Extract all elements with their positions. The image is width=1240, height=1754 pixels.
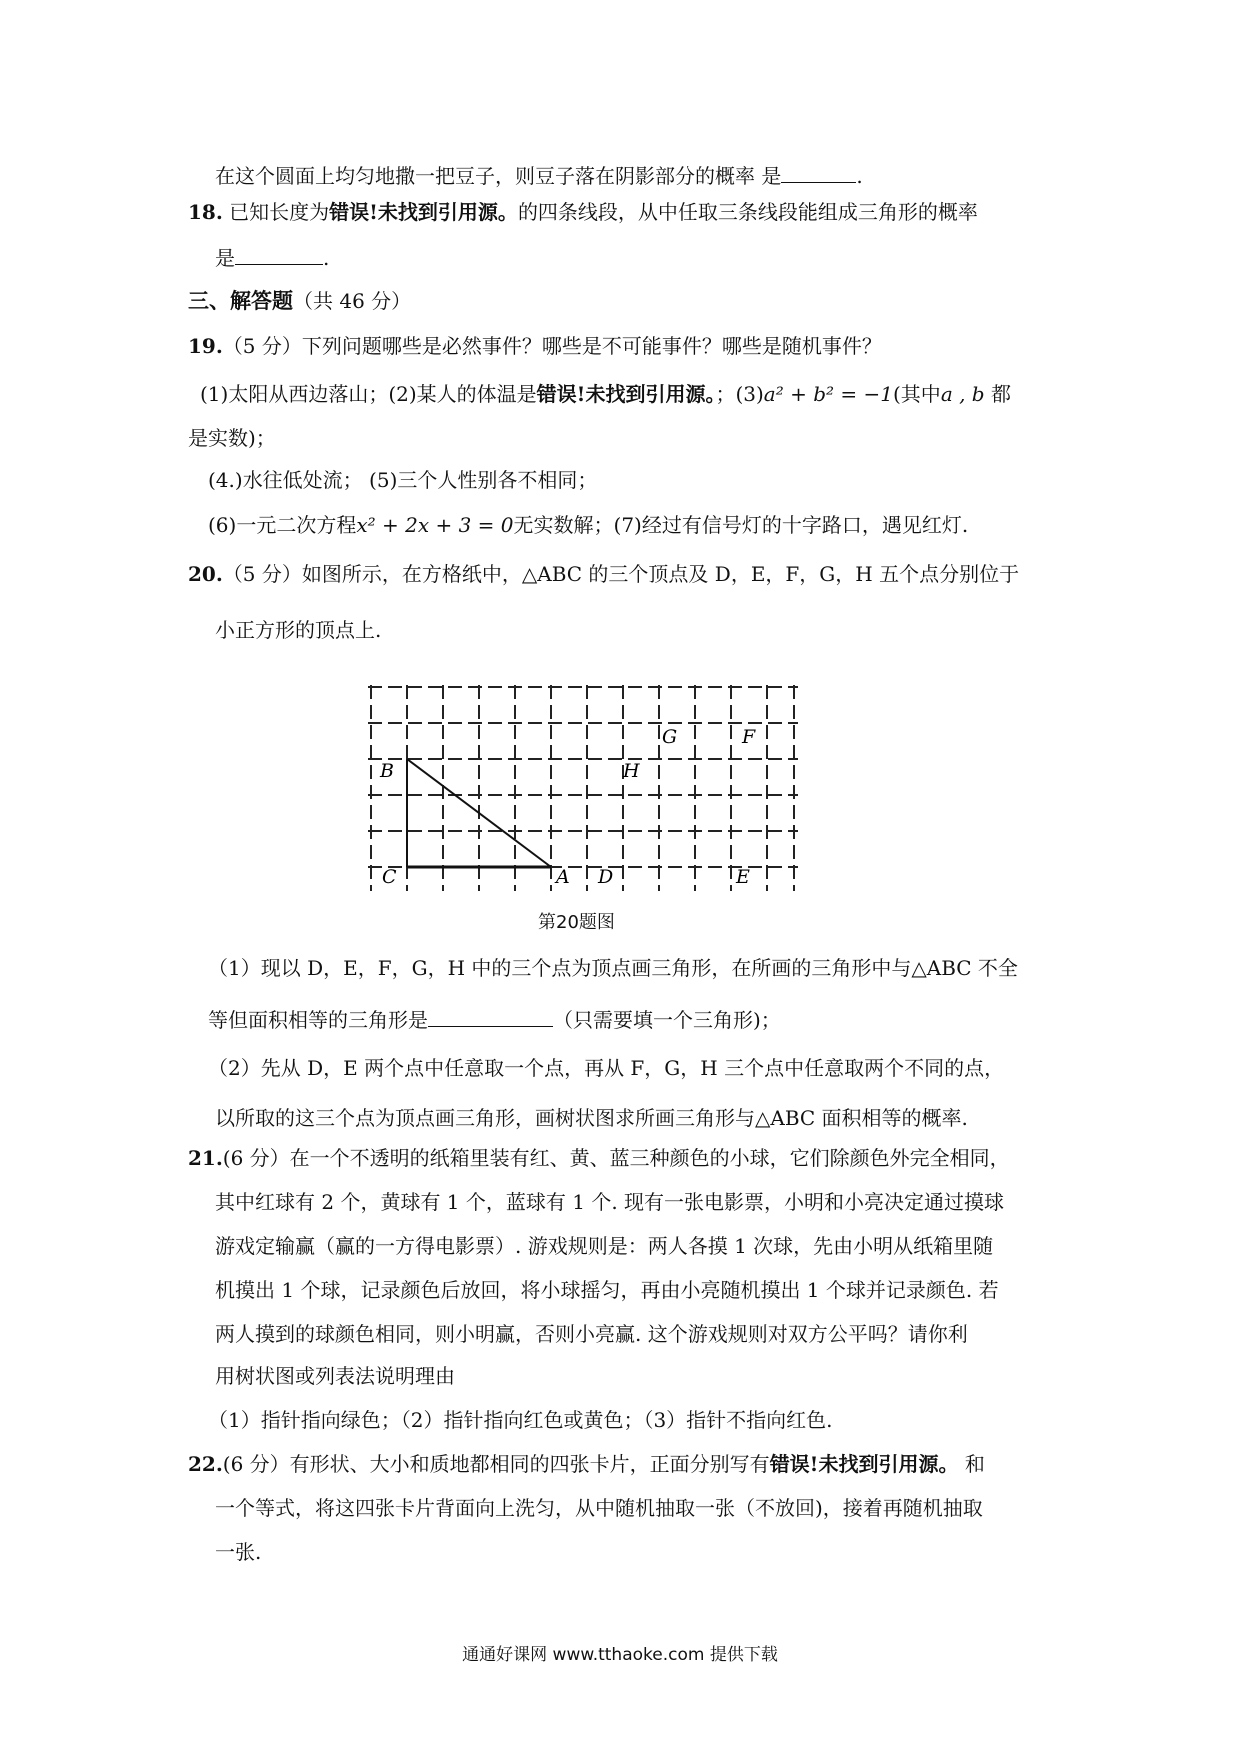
question-number: 18. bbox=[188, 200, 223, 224]
q19-items-4-5: (4.)水往低处流； (5)三个人性别各不相同； bbox=[208, 468, 598, 492]
q22-text-d: 一张. bbox=[215, 1540, 262, 1564]
q21-line2 bbox=[215, 1188, 1004, 1216]
q22-text-c: 一个等式，将这四张卡片背面向上洗匀，从中随机抽取一张（不放回)，接着再随机抽取 bbox=[215, 1496, 983, 1520]
q21-text-c: 游戏定输赢（赢的一方得电影票）. 游戏规则是：两人各摸 1 次球，先由小明从纸箱里随 bbox=[215, 1234, 994, 1258]
q21-text-d: 机摸出 1 个球，记录颜色后放回，将小球摇匀，再由小亮随机摸出 1 个球并记录颜色. 若 bbox=[215, 1278, 999, 1302]
point-h-label: H bbox=[623, 760, 640, 782]
question-number: 19. bbox=[188, 334, 223, 358]
point-e-label: E bbox=[736, 866, 750, 888]
q17-text: 在这个圆面上均匀地撒一把豆子，则豆子落在阴影部分的概率 是 bbox=[215, 164, 782, 188]
equation: x² + 2x + 3 = 0 bbox=[356, 513, 514, 537]
section-heading bbox=[188, 287, 411, 315]
point-c-label: C bbox=[382, 866, 397, 888]
q21-line5 bbox=[215, 1320, 968, 1348]
point-f-label: F bbox=[742, 726, 756, 748]
answer-blank bbox=[428, 1004, 553, 1027]
grid-lines bbox=[368, 685, 798, 891]
question-21 bbox=[188, 1144, 1010, 1172]
q20-part2-text: （2）先从 D，E 两个点中任意取一个点，再从 F，G，H 三个点中任意取两个不同的点， bbox=[208, 1056, 1005, 1080]
q19-line2 bbox=[188, 424, 276, 452]
section-title: 三、解答题 bbox=[188, 289, 293, 313]
figure-caption: 第20题图 bbox=[538, 912, 615, 933]
q18-text-c: 是 bbox=[215, 246, 235, 270]
question-22 bbox=[188, 1450, 985, 1478]
q22-text-a: (6 分）有形状、大小和质地都相同的四张卡片，正面分别写有 bbox=[222, 1452, 770, 1476]
question-20 bbox=[188, 560, 1019, 588]
point-d-label: D bbox=[598, 866, 614, 888]
grid-diagram bbox=[368, 683, 798, 893]
q21-line3 bbox=[215, 1232, 993, 1260]
answer-blank bbox=[235, 242, 323, 265]
equation: a² + b² = −1 bbox=[763, 382, 893, 406]
q20-part2-line2 bbox=[215, 1104, 968, 1132]
q17-continuation bbox=[215, 160, 863, 190]
question-number: 20. bbox=[188, 562, 223, 586]
error-reference: 错误!未找到引用源。 bbox=[536, 382, 716, 406]
q19-item-6-7: 无实数解；(7)经过有信号灯的十字路口，遇见红灯. bbox=[513, 513, 969, 537]
q19-item-1: (1)太阳从西边落山；(2)某人的体温是 bbox=[200, 382, 537, 406]
q20-part1-line2 bbox=[208, 1004, 781, 1034]
q21-text-b: 其中红球有 2 个，黄球有 1 个，蓝球有 1 个. 现有一张电影票，小明和小亮决定通过摸球 bbox=[215, 1190, 1005, 1214]
q20-line2 bbox=[215, 616, 381, 644]
point-a-label: A bbox=[556, 866, 570, 888]
q18-end: . bbox=[323, 246, 330, 270]
q19-item-3-tail: 都 bbox=[984, 382, 1011, 406]
q20-text: （5 分）如图所示，在方格纸中，△ABC 的三个顶点及 D，E，F，G，H 五个点分别位于 bbox=[222, 562, 1020, 586]
q21-text-f: 用树状图或列表法说明理由 bbox=[215, 1364, 455, 1388]
question-18 bbox=[188, 198, 978, 226]
q19-item-3-end: 是实数)； bbox=[188, 426, 276, 450]
variables: a , b bbox=[940, 382, 985, 406]
q19-item-6: (6)一元二次方程 bbox=[208, 513, 357, 537]
section-points: （共 46 分） bbox=[293, 289, 412, 313]
q22-text-b: 和 bbox=[958, 1452, 985, 1476]
q20-part1 bbox=[208, 954, 1018, 982]
q21-text-e: 两人摸到的球颜色相同，则小明赢，否则小亮赢. 这个游戏规则对双方公平吗？请你利 bbox=[215, 1322, 968, 1346]
q19-text: （5 分）下列问题哪些是必然事件？哪些是不可能事件？哪些是随机事件？ bbox=[222, 334, 882, 358]
q21-line7 bbox=[208, 1406, 833, 1434]
q19-item-3-label: ；(3) bbox=[715, 382, 764, 406]
answer-blank bbox=[781, 160, 856, 183]
point-b-label: B bbox=[380, 760, 394, 782]
q20-part1-text: （1）现以 D，E，F，G，H 中的三个点为顶点画三角形，在所画的三角形中与△ABC 不全 bbox=[208, 956, 1018, 980]
q21-text-a: (6 分）在一个不透明的纸箱里装有红、黄、蓝三种颜色的小球，它们除颜色外完全相同， bbox=[222, 1146, 1010, 1170]
q20-part2-text-b: 以所取的这三个点为顶点画三角形，画树状图求所画三角形与△ABC 面积相等的概率. bbox=[215, 1106, 968, 1130]
question-number: 22. bbox=[188, 1452, 223, 1476]
q21-line4 bbox=[215, 1276, 999, 1304]
error-reference: 错误!未找到引用源。 bbox=[329, 200, 518, 224]
error-reference: 错误!未找到引用源。 bbox=[769, 1452, 959, 1476]
q21-line6 bbox=[215, 1362, 455, 1390]
question-number: 21. bbox=[188, 1146, 223, 1170]
q19-line3 bbox=[208, 466, 597, 494]
question-18-line2 bbox=[215, 242, 329, 272]
q18-text-b: 的四条线段，从中任取三条线段能组成三角形的概率 bbox=[517, 200, 978, 224]
q20-part2 bbox=[208, 1054, 1004, 1082]
q18-text-a: 已知长度为 bbox=[222, 200, 330, 224]
q20-part1-text-b: 等但面积相等的三角形是 bbox=[208, 1008, 428, 1032]
point-g-label: G bbox=[662, 726, 678, 748]
q21-text-g: （1）指针指向绿色；（2）指针指向红色或黄色；（3）指针不指向红色. bbox=[208, 1408, 833, 1432]
page-footer: 通通好课网 www.tthaoke.com 提供下载 bbox=[462, 1645, 778, 1665]
q19-line4 bbox=[208, 511, 968, 539]
q22-line3 bbox=[215, 1538, 261, 1566]
q22-line2 bbox=[215, 1494, 983, 1522]
grid-figure bbox=[368, 683, 798, 898]
question-19 bbox=[188, 332, 882, 360]
q17-end: . bbox=[856, 164, 863, 188]
q20-part1-text-c: （只需要填一个三角形)； bbox=[553, 1008, 781, 1032]
q20-text-2: 小正方形的顶点上. bbox=[215, 618, 382, 642]
q19-line1 bbox=[200, 380, 1011, 408]
q19-item-3-cond: (其中 bbox=[893, 382, 941, 406]
